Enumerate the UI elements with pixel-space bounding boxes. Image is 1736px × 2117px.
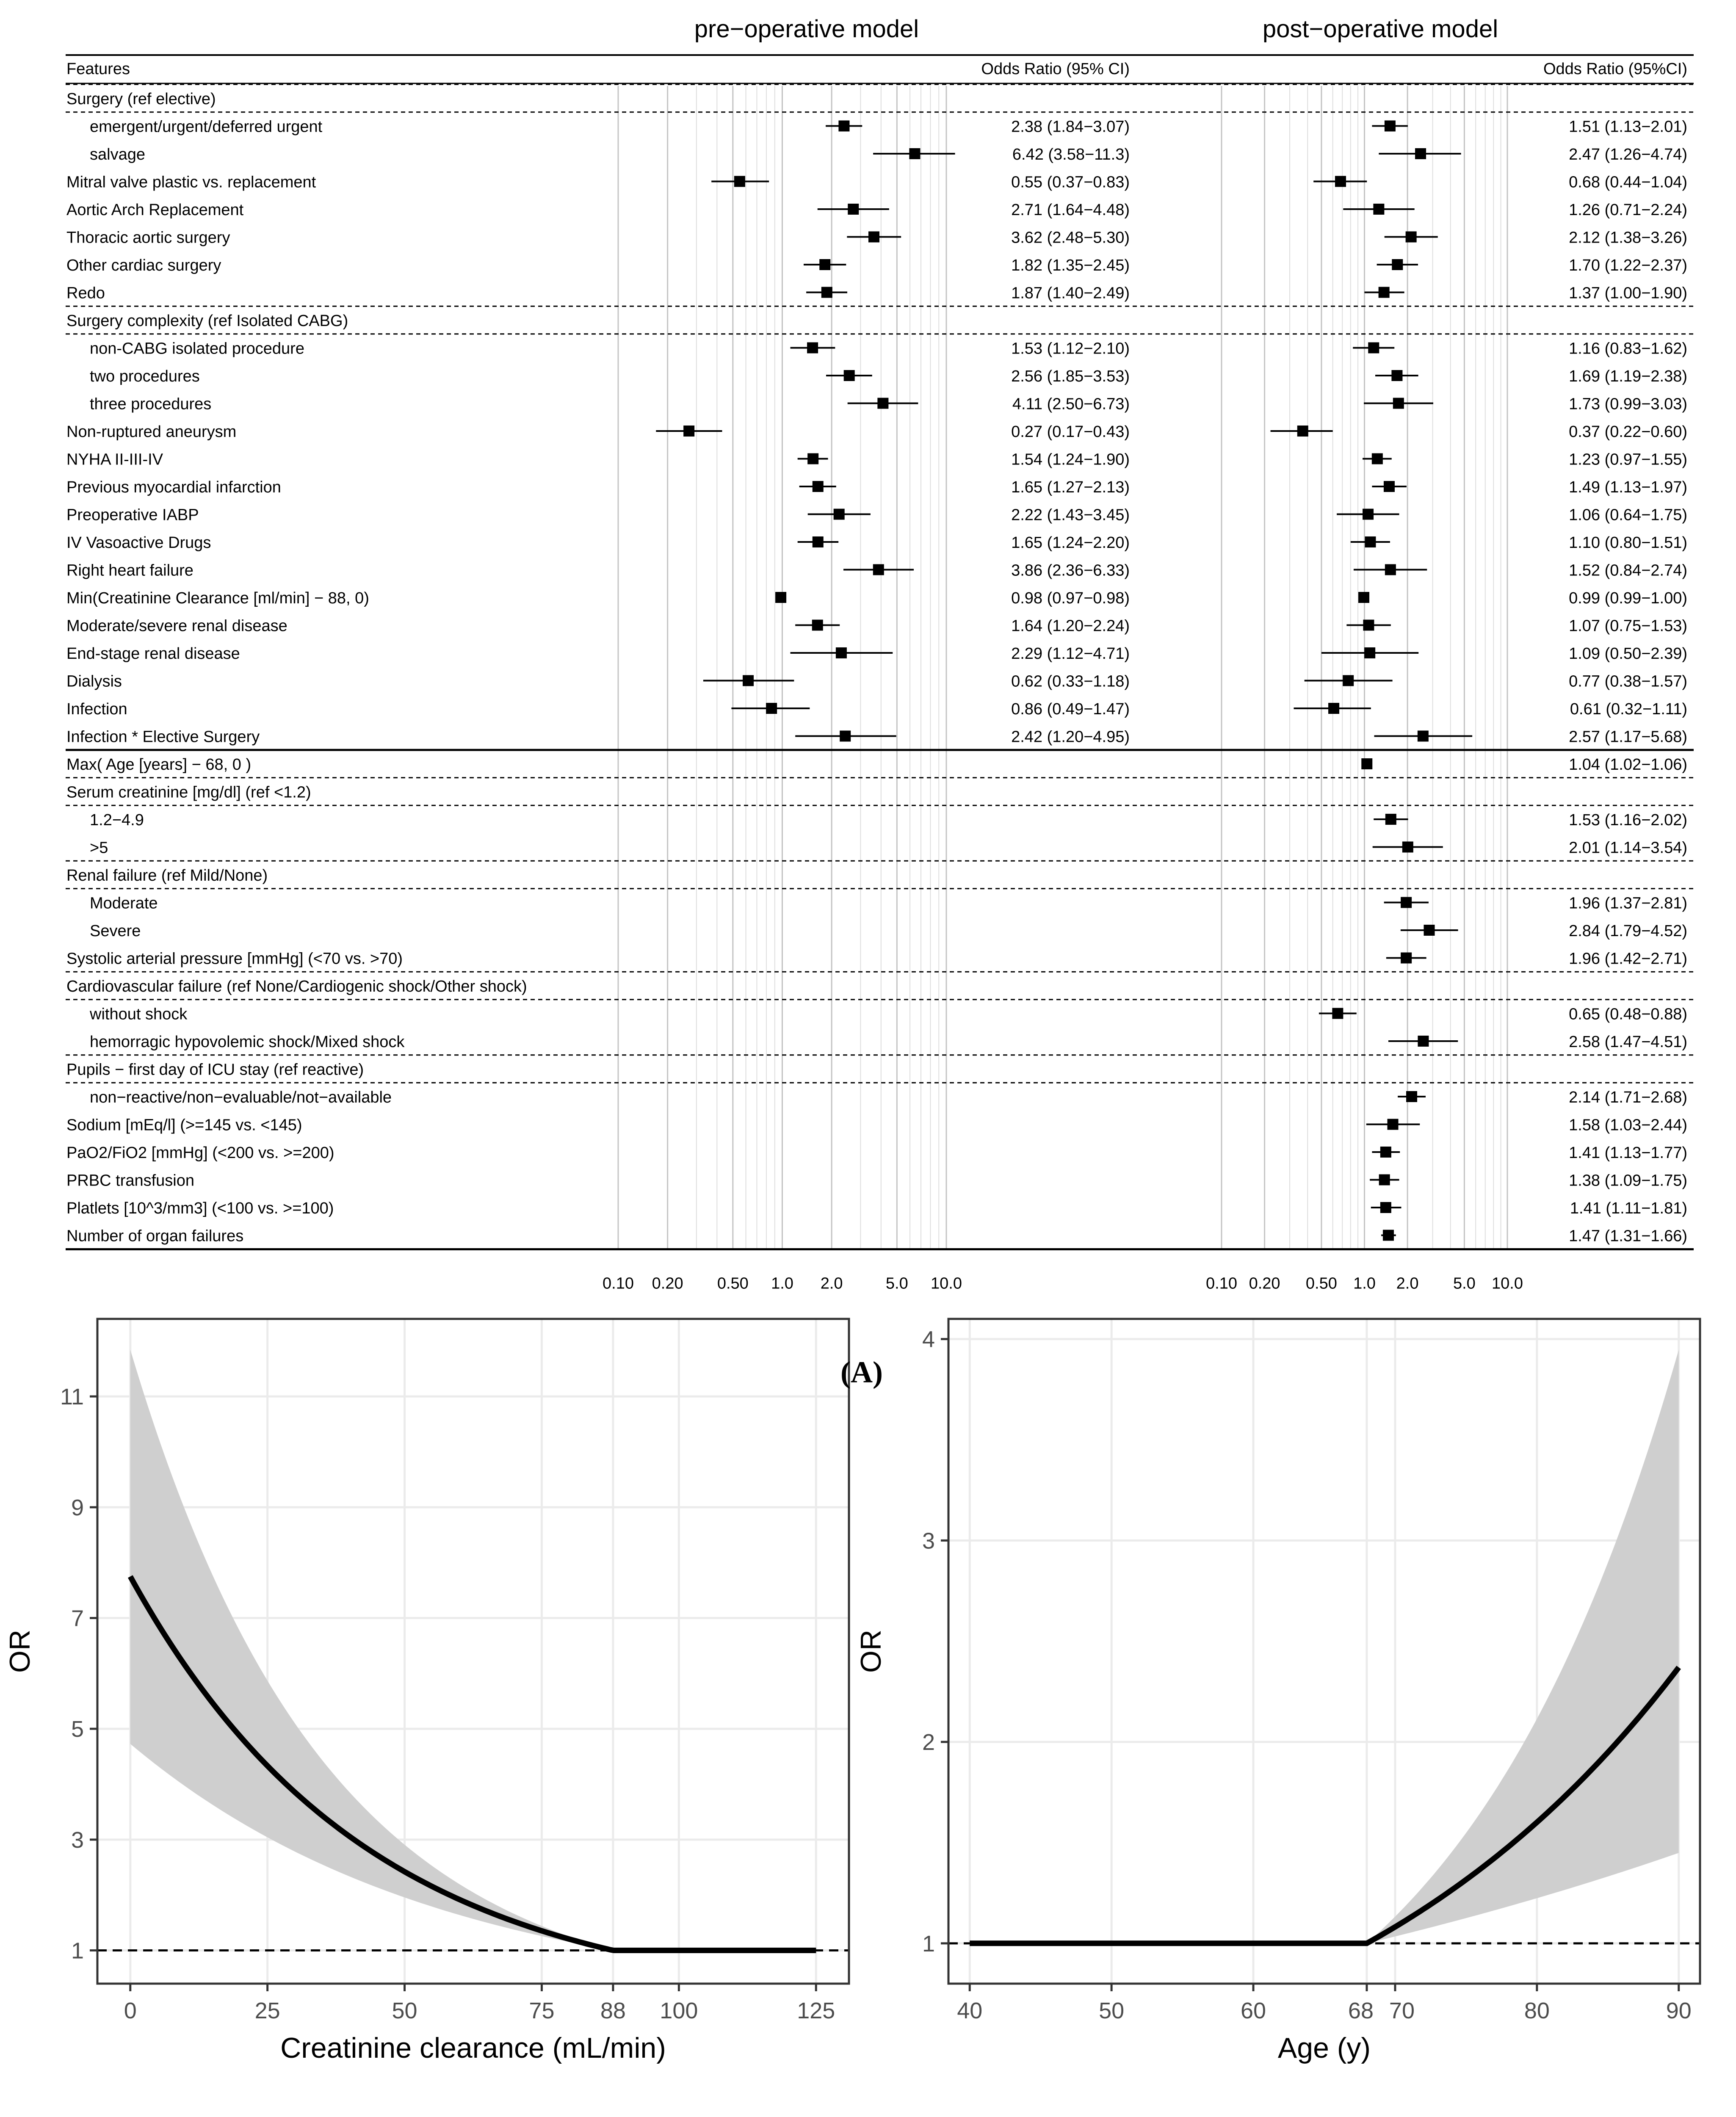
post-estimate: [1377, 259, 1418, 270]
x-tick-label: 100: [660, 1998, 698, 2023]
y-tick-label: 3: [71, 1827, 84, 1853]
point-estimate: [743, 675, 754, 686]
point-estimate: [766, 703, 777, 714]
point-estimate: [1358, 592, 1369, 603]
feature-label: End-stage renal disease: [66, 645, 240, 663]
or-value: 1.53 (1.12−2.10): [1011, 340, 1130, 358]
point-estimate: [1328, 703, 1339, 714]
point-estimate: [848, 204, 859, 215]
x-tick-label: 1.0: [1353, 1274, 1376, 1293]
feature-label: >5: [90, 839, 108, 857]
post-estimate: [1343, 204, 1414, 215]
or-value: 3.62 (2.48−5.30): [1011, 229, 1130, 247]
or-value: 1.96 (1.42−2.71): [1569, 950, 1687, 968]
group-label: Surgery (ref elective): [66, 90, 216, 108]
point-estimate: [1361, 758, 1372, 769]
point-estimate: [1391, 370, 1402, 381]
or-value: 1.23 (0.97−1.55): [1569, 450, 1687, 469]
group-label: Cardiovascular failure (ref None/Cardiogenic shock/Other shock): [66, 978, 527, 995]
spline-plots-panel-b: [0, 1296, 1736, 2117]
or-value: 1.87 (1.40−2.49): [1011, 284, 1130, 302]
pre-estimate: [791, 343, 835, 354]
x-tick-label: 90: [1666, 1998, 1692, 2023]
feature-label: Other cardiac surgery: [66, 257, 221, 274]
post-estimate: [1321, 647, 1418, 658]
point-estimate: [834, 509, 845, 520]
point-estimate: [1418, 1036, 1429, 1047]
or-value: 1.65 (1.24−2.20): [1011, 534, 1130, 552]
post-estimate: [1401, 925, 1458, 936]
group-label: Renal failure (ref Mild/None): [66, 867, 268, 884]
x-tick-label: 5.0: [885, 1274, 908, 1293]
or-value: 1.82 (1.35−2.45): [1011, 257, 1130, 274]
x-tick-label: 2.0: [1396, 1274, 1419, 1293]
feature-label: Preoperative IABP: [66, 506, 199, 524]
x-tick-label: 88: [600, 1998, 626, 2023]
post-estimate: [1375, 370, 1418, 381]
point-estimate: [1385, 814, 1396, 825]
or-value: 0.37 (0.22−0.60): [1569, 423, 1687, 441]
point-estimate: [1418, 731, 1429, 742]
or-value: 0.77 (0.38−1.57): [1569, 672, 1687, 691]
point-estimate: [1343, 675, 1354, 686]
feature-label: Infection * Elective Surgery: [66, 728, 260, 746]
confidence-band: [130, 1350, 816, 1951]
or-value: 1.69 (1.19−2.38): [1569, 368, 1687, 385]
or-value: 1.64 (1.20−2.24): [1011, 617, 1130, 635]
x-tick-label: 2.0: [820, 1274, 843, 1293]
point-estimate: [1332, 1008, 1343, 1019]
point-estimate: [812, 620, 823, 631]
x-tick-label: 0: [124, 1998, 137, 2023]
post-estimate: [1371, 1202, 1402, 1213]
post-estimate: [1353, 343, 1394, 354]
or-value: 2.01 (1.14−3.54): [1569, 839, 1687, 857]
x-tick-label: 70: [1389, 1998, 1415, 2023]
or-value: 2.56 (1.85−3.53): [1011, 368, 1130, 385]
point-estimate: [1365, 536, 1376, 547]
pre-estimate: [775, 592, 786, 603]
or-value: 1.07 (0.75−1.53): [1569, 617, 1687, 635]
point-estimate: [877, 398, 888, 409]
post-estimate: [1372, 121, 1407, 132]
or-value: 2.47 (1.26−4.74): [1569, 146, 1687, 163]
y-tick-label: 5: [71, 1716, 84, 1742]
y-axis-title: OR: [4, 1630, 36, 1673]
point-estimate: [1388, 1119, 1399, 1130]
or-value: 1.47 (1.31−1.66): [1569, 1227, 1687, 1245]
or-value: 1.16 (0.83−1.62): [1569, 340, 1687, 358]
or-value: 0.86 (0.49−1.47): [1011, 700, 1130, 718]
point-estimate: [1364, 647, 1375, 658]
or-column-header: Odds Ratio (95%CI): [1543, 60, 1687, 78]
feature-label: Platlets [10^3/mm3] (<100 vs. >=100): [66, 1199, 334, 1217]
or-value: 1.96 (1.37−2.81): [1569, 894, 1687, 912]
x-tick-label: 25: [254, 1998, 280, 2023]
pre-estimate: [798, 536, 838, 547]
panel-label-a: (A): [840, 1355, 883, 1389]
feature-label: Systolic arterial pressure [mmHg] (<70 vs. >70): [66, 950, 403, 968]
x-tick-label: 80: [1524, 1998, 1550, 2023]
or-value: 6.42 (3.58−11.3): [1012, 146, 1130, 163]
point-estimate: [1368, 343, 1379, 354]
x-tick-label: 10.0: [931, 1274, 962, 1293]
y-tick-label: 1: [71, 1938, 84, 1964]
point-estimate: [1385, 564, 1396, 575]
confidence-band: [970, 1350, 1679, 1943]
point-estimate: [836, 647, 847, 658]
feature-label: PaO2/FiO2 [mmHg] (<200 vs. >=200): [66, 1144, 334, 1162]
point-estimate: [1363, 620, 1374, 631]
x-axis-title: Age (y): [1277, 2032, 1371, 2064]
post-estimate: [1388, 1036, 1458, 1047]
feature-label: Max( Age [years] − 68, 0 ): [66, 756, 252, 774]
x-tick-label: 0.10: [603, 1274, 634, 1293]
feature-label: Mitral valve plastic vs. replacement: [66, 173, 316, 191]
feature-label: Min(Creatinine Clearance [ml/min] − 88, 0): [66, 589, 369, 607]
point-estimate: [838, 121, 849, 132]
pre-estimate: [804, 259, 846, 270]
x-tick-label: 10.0: [1492, 1274, 1523, 1293]
or-value: 1.10 (0.80−1.51): [1569, 534, 1687, 552]
point-estimate: [909, 148, 920, 159]
or-value: 1.26 (0.71−2.24): [1569, 201, 1687, 219]
or-value: 1.70 (1.22−2.37): [1569, 257, 1687, 274]
feature-label: Dialysis: [66, 672, 122, 691]
or-value: 0.99 (0.99−1.00): [1569, 589, 1687, 607]
y-tick-label: 3: [922, 1528, 935, 1554]
feature-label: Thoracic aortic surgery: [66, 229, 230, 247]
or-value: 1.51 (1.13−2.01): [1569, 118, 1687, 136]
point-estimate: [1401, 897, 1412, 908]
feature-label: without shock: [90, 1005, 188, 1023]
post-estimate: [1372, 1147, 1400, 1158]
post-estimate: [1351, 536, 1390, 547]
point-estimate: [1393, 398, 1404, 409]
pre-estimate: [847, 232, 901, 243]
point-estimate: [1402, 842, 1413, 853]
pre-estimate: [848, 398, 918, 409]
feature-label: non-CABG isolated procedure: [90, 340, 304, 358]
or-value: 1.41 (1.13−1.77): [1569, 1144, 1687, 1162]
creatinine-spline-chart: [4, 1319, 849, 2064]
or-value: 1.73 (0.99−3.03): [1569, 395, 1687, 413]
point-estimate: [840, 731, 851, 742]
feature-label: three procedures: [90, 395, 212, 413]
x-tick-label: 5.0: [1453, 1274, 1476, 1293]
or-value: 1.49 (1.13−1.97): [1569, 478, 1687, 496]
x-tick-label: 125: [797, 1998, 835, 2023]
post-estimate: [1363, 453, 1392, 464]
point-estimate: [734, 176, 745, 187]
or-value: 1.65 (1.27−2.13): [1011, 478, 1130, 496]
point-estimate: [1415, 148, 1426, 159]
post-estimate: [1305, 675, 1393, 686]
or-value: 0.68 (0.44−1.04): [1569, 173, 1687, 191]
x-tick-label: 50: [392, 1998, 417, 2023]
feature-label: Moderate: [90, 894, 158, 912]
pre-estimate: [818, 204, 889, 215]
pre-estimate: [795, 620, 840, 631]
or-column-header: Odds Ratio (95% CI): [981, 60, 1130, 78]
or-value: 2.71 (1.64−4.48): [1011, 201, 1130, 219]
pre-grid: [618, 86, 946, 1249]
or-value: 2.57 (1.17−5.68): [1569, 728, 1687, 746]
or-value: 0.65 (0.48−0.88): [1569, 1005, 1687, 1023]
y-tick-label: 2: [922, 1730, 935, 1755]
x-tick-label: 75: [529, 1998, 555, 2023]
or-value: 2.58 (1.47−4.51): [1569, 1033, 1687, 1051]
point-estimate: [821, 287, 832, 298]
or-value: 3.86 (2.36−6.33): [1011, 561, 1130, 580]
group-label: Surgery complexity (ref Isolated CABG): [66, 312, 348, 330]
post-estimate: [1372, 481, 1406, 492]
feature-label: Right heart failure: [66, 561, 194, 580]
pre-estimate: [791, 647, 893, 658]
point-estimate: [1406, 1091, 1417, 1102]
feature-label: Severe: [90, 922, 141, 940]
feature-label: Sodium [mEq/l] (>=145 vs. <145): [66, 1116, 302, 1134]
post-estimate: [1358, 592, 1369, 603]
or-value: 1.04 (1.02−1.06): [1569, 756, 1687, 774]
point-estimate: [819, 259, 830, 270]
point-estimate: [868, 232, 879, 243]
y-axis-title: OR: [855, 1630, 887, 1673]
post-estimate: [1374, 814, 1408, 825]
x-tick-label: 60: [1241, 1998, 1266, 2023]
features-header: Features: [66, 60, 130, 78]
or-value: 1.09 (0.50−2.39): [1569, 645, 1687, 663]
y-tick-label: 9: [71, 1495, 84, 1520]
y-tick-label: 7: [71, 1606, 84, 1631]
point-estimate: [1297, 426, 1308, 437]
or-value: 0.55 (0.37−0.83): [1011, 173, 1130, 191]
or-value: 2.22 (1.43−3.45): [1011, 506, 1130, 524]
pre-estimate: [711, 176, 769, 187]
feature-label: NYHA II-III-IV: [66, 450, 163, 469]
x-tick-label: 1.0: [771, 1274, 793, 1293]
feature-label: Infection: [66, 700, 127, 718]
group-label: Serum creatinine [mg/dl] (ref <1.2): [66, 783, 311, 801]
or-value: 2.38 (1.84−3.07): [1011, 118, 1130, 136]
pre-estimate: [798, 453, 828, 464]
point-estimate: [775, 592, 786, 603]
point-estimate: [1379, 1175, 1390, 1186]
or-value: 1.58 (1.03−2.44): [1569, 1116, 1687, 1134]
pre-estimate: [843, 564, 914, 575]
or-value: 1.37 (1.00−1.90): [1569, 284, 1687, 302]
or-value: 1.06 (0.64−1.75): [1569, 506, 1687, 524]
y-tick-label: 4: [922, 1327, 935, 1352]
or-value: 0.98 (0.97−0.98): [1011, 589, 1130, 607]
or-value: 2.12 (1.38−3.26): [1569, 229, 1687, 247]
pre-estimate: [826, 370, 872, 381]
post-estimate: [1337, 509, 1399, 520]
point-estimate: [1335, 176, 1346, 187]
or-value: 0.61 (0.32−1.11): [1570, 700, 1687, 718]
feature-label: Redo: [66, 284, 105, 302]
feature-label: 1.2−4.9: [90, 811, 144, 829]
feature-label: two procedures: [90, 368, 200, 385]
point-estimate: [1373, 204, 1384, 215]
feature-label: Number of organ failures: [66, 1227, 244, 1245]
point-estimate: [1424, 925, 1435, 936]
post-operative-title: post−operative model: [1262, 15, 1498, 43]
point-estimate: [1380, 1202, 1391, 1213]
point-estimate: [1392, 259, 1403, 270]
or-value: 2.84 (1.79−4.52): [1569, 922, 1687, 940]
post-estimate: [1365, 287, 1404, 298]
post-estimate: [1386, 953, 1426, 964]
or-value: 2.29 (1.12−4.71): [1011, 645, 1130, 663]
or-value: 2.42 (1.20−4.95): [1011, 728, 1130, 746]
point-estimate: [813, 481, 824, 492]
pre-estimate: [806, 287, 847, 298]
feature-label: Non-ruptured aneurysm: [66, 423, 237, 441]
post-estimate: [1385, 232, 1438, 243]
post-estimate: [1361, 758, 1372, 769]
point-estimate: [1383, 1230, 1394, 1241]
point-estimate: [813, 536, 824, 547]
x-tick-label: 40: [957, 1998, 983, 2023]
x-tick-label: 0.20: [652, 1274, 683, 1293]
feature-label: Aortic Arch Replacement: [66, 201, 244, 219]
pre-operative-title: pre−operative model: [694, 15, 919, 43]
pre-estimate: [731, 703, 810, 714]
feature-label: emergent/urgent/deferred urgent: [90, 118, 323, 136]
post-grid: [1222, 86, 1507, 1249]
point-estimate: [683, 426, 694, 437]
feature-label: salvage: [90, 146, 145, 163]
or-value: 4.11 (2.50−6.73): [1012, 395, 1130, 413]
point-estimate: [873, 564, 884, 575]
x-tick-label: 0.20: [1249, 1274, 1280, 1293]
point-estimate: [807, 343, 818, 354]
point-estimate: [1384, 481, 1395, 492]
or-value: 1.41 (1.11−1.81): [1570, 1199, 1687, 1217]
pre-estimate: [799, 481, 836, 492]
point-estimate: [1380, 1147, 1391, 1158]
post-estimate: [1366, 1119, 1420, 1130]
x-tick-label: 68: [1348, 1998, 1374, 2023]
x-axis-title: Creatinine clearance (mL/min): [280, 2032, 666, 2064]
or-value: 1.38 (1.09−1.75): [1569, 1172, 1687, 1190]
pre-estimate: [873, 148, 955, 159]
feature-label: PRBC transfusion: [66, 1172, 195, 1190]
or-value: 1.52 (0.84−2.74): [1569, 561, 1687, 580]
or-value: 2.14 (1.71−2.68): [1569, 1089, 1687, 1106]
feature-label: hemorragic hypovolemic shock/Mixed shock: [90, 1033, 405, 1051]
post-estimate: [1384, 897, 1429, 908]
post-estimate: [1370, 1175, 1399, 1186]
pre-estimate: [808, 509, 871, 520]
x-tick-label: 0.50: [717, 1274, 749, 1293]
post-estimate: [1379, 148, 1461, 159]
post-estimate: [1398, 1091, 1426, 1102]
x-tick-label: 0.10: [1206, 1274, 1237, 1293]
post-estimate: [1374, 731, 1473, 742]
group-label: Pupils − first day of ICU stay (ref reactive): [66, 1061, 364, 1079]
point-estimate: [1372, 453, 1383, 464]
y-tick-label: 11: [60, 1384, 84, 1410]
feature-label: Previous myocardial infarction: [66, 478, 281, 496]
post-estimate: [1271, 426, 1333, 437]
pre-estimate: [656, 426, 722, 437]
post-estimate: [1381, 1230, 1396, 1241]
post-estimate: [1346, 620, 1391, 631]
point-estimate: [1379, 287, 1390, 298]
point-estimate: [1406, 232, 1417, 243]
point-estimate: [1363, 509, 1374, 520]
point-estimate: [1385, 121, 1396, 132]
or-value: 1.53 (1.16−2.02): [1569, 811, 1687, 829]
post-estimate: [1294, 703, 1371, 714]
y-tick-label: 1: [922, 1931, 935, 1957]
feature-label: Moderate/severe renal disease: [66, 617, 287, 635]
or-value: 1.54 (1.24−1.90): [1011, 450, 1130, 469]
feature-label: IV Vasoactive Drugs: [66, 534, 211, 552]
point-estimate: [1401, 953, 1412, 964]
or-value: 0.27 (0.17−0.43): [1011, 423, 1130, 441]
feature-label: non−reactive/non−evaluable/not−available: [90, 1089, 392, 1106]
post-estimate: [1364, 398, 1433, 409]
x-tick-label: 50: [1099, 1998, 1125, 2023]
age-spline-chart: [855, 1319, 1700, 2064]
point-estimate: [807, 453, 818, 464]
point-estimate: [844, 370, 855, 381]
or-value: 0.62 (0.33−1.18): [1011, 672, 1130, 691]
x-tick-label: 0.50: [1305, 1274, 1337, 1293]
